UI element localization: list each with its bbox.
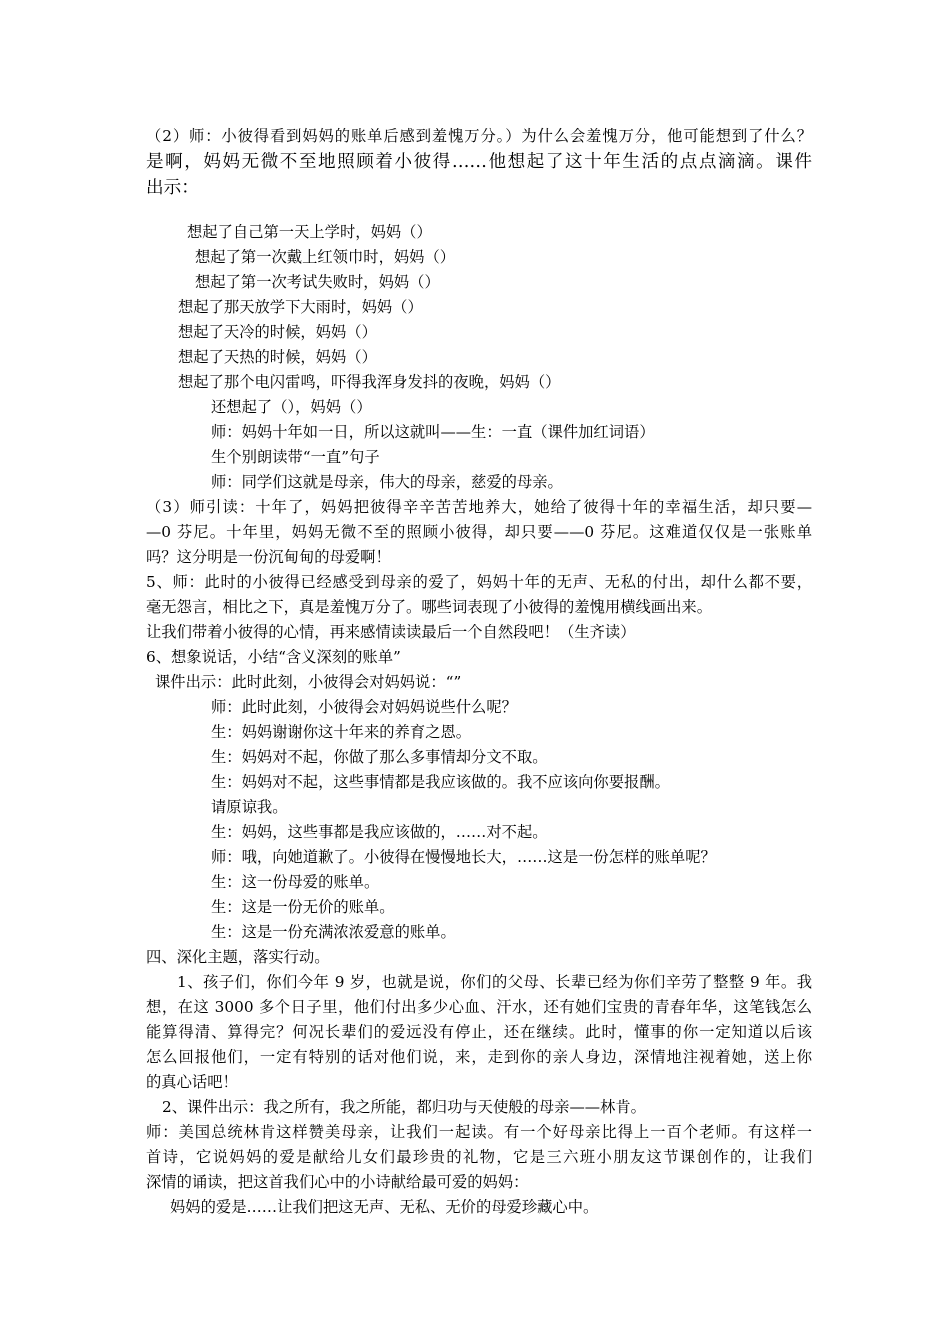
paragraph-line: 生：妈妈，这些事都是我应该做的，……对不起。 (211, 823, 548, 841)
paragraph-line: 2、课件出示：我之所有，我之所能，都归功与天使般的母亲——林肯。 (162, 1098, 646, 1116)
paragraph-line: 师：妈妈十年如一日，所以这就叫——生：一直（课件加红词语） (211, 423, 655, 441)
paragraph-line: 师：哦，向她道歉了。小彼得在慢慢地长大，……这是一份怎样的账单呢？ (211, 848, 716, 866)
paragraph-line: 生：这是一份无价的账单。 (211, 898, 395, 916)
paragraph-line: 生：妈妈谢谢你这十年来的养育之恩。 (211, 723, 472, 741)
paragraph-line: 1、孩子们，你们今年 9 岁，也就是说，你们的父母、长辈已经为你们辛劳了整整 9 年。我 (177, 973, 812, 991)
paragraph-line: 还想起了（），妈妈（） (211, 398, 372, 416)
paragraph-line: 生：这是一份充满浓浓爱意的账单。 (211, 923, 456, 941)
paragraph-line: 的真心话吧！ (146, 1073, 238, 1091)
paragraph-line: 想起了第一次考试失败时，妈妈（） (195, 273, 440, 291)
paragraph-line: 让我们带着小彼得的心情，再来感情读读最后一个自然段吧！（生齐读） (146, 623, 636, 641)
paragraph-line: 是啊，妈妈无微不至地照顾着小彼得……他想起了这十年生活的点点滴滴。课件 (146, 152, 812, 172)
paragraph-line: 生：妈妈对不起，你做了那么多事情却分文不取。 (211, 748, 548, 766)
paragraph-line: 首诗，它说妈妈的爱是献给儿女们最珍贵的礼物，它是三六班小朋友这节课创作的，让我们 (146, 1148, 812, 1166)
paragraph-line: 师：此时此刻，小彼得会对妈妈说些什么呢？ (211, 698, 517, 716)
paragraph-line: 能算得清、算得完？何况长辈们的爱远没有停止，还在继续。此时，懂事的你一定知道以后该 (146, 1023, 812, 1041)
paragraph-line: 出示： (146, 178, 199, 198)
paragraph-line: 想起了那个电闪雷鸣，吓得我浑身发抖的夜晚，妈妈（） (178, 373, 561, 391)
paragraph-line: 毫无怨言，相比之下，真是羞愧万分了。哪些词表现了小彼得的羞愧用横线画出来。 (146, 598, 712, 616)
paragraph-line: 师：美国总统林肯这样赞美母亲，让我们一起读。有一个好母亲比得上一百个老师。有这样一 (146, 1123, 812, 1141)
paragraph-line: —0 芬尼。十年里，妈妈无微不至的照顾小彼得，却只要——0 芬尼。这难道仅仅是一张账单 (146, 523, 812, 541)
paragraph-line: 想起了天冷的时候，妈妈（） (178, 323, 377, 341)
paragraph-line: （3）师引读：十年了，妈妈把彼得辛辛苦苦地养大，她给了彼得十年的幸福生活，却只要— (146, 498, 812, 516)
paragraph-line: 想，在这 3000 多个日子里，他们付出多少心血、汗水，还有她们宝贵的青春年华，这笔钱怎么 (146, 998, 812, 1016)
paragraph-line: 想起了天热的时候，妈妈（） (178, 348, 377, 366)
paragraph-line: 吗？这分明是一份沉甸甸的母爱啊！ (146, 548, 391, 566)
paragraph-line: 请原谅我。 (211, 798, 288, 816)
paragraph-line: 怎么回报他们，一定有特别的话对他们说，来，走到你的亲人身边，深情地注视着她，送上你 (146, 1048, 812, 1066)
paragraph-line: （2）师：小彼得看到妈妈的账单后感到羞愧万分。）为什么会羞愧万分，他可能想到了什么？ (146, 127, 812, 145)
paragraph-line: 师：同学们这就是母亲，伟大的母亲，慈爱的母亲。 (211, 473, 563, 491)
paragraph-line: 想起了第一次戴上红领巾时，妈妈（） (195, 248, 456, 266)
paragraph-line: 6、想象说话，小结“含义深刻的账单” (146, 648, 401, 666)
paragraph-line: 生个别朗读带“一直”句子 (211, 448, 380, 466)
paragraph-line: 想起了那天放学下大雨时，妈妈（） (178, 298, 423, 316)
paragraph-line: 深情的诵读，把这首我们心中的小诗献给最可爱的妈妈： (146, 1173, 529, 1191)
paragraph-line: 生：这一份母爱的账单。 (211, 873, 380, 891)
paragraph-line: 妈妈的爱是……让我们把这无声、无私、无价的母爱珍藏心中。 (170, 1198, 599, 1216)
section-heading: 四、深化主题，落实行动。 (146, 948, 330, 966)
paragraph-line: 5、师：此时的小彼得已经感受到母亲的爱了，妈妈十年的无声、无私的付出，却什么都不要， (146, 573, 812, 591)
paragraph-line: 课件出示：此时此刻，小彼得会对妈妈说：“” (155, 673, 462, 691)
paragraph-line: 生：妈妈对不起，这些事情都是我应该做的。我不应该向你要报酬。 (211, 773, 670, 791)
paragraph-line: 想起了自己第一天上学时，妈妈（） (187, 223, 432, 241)
